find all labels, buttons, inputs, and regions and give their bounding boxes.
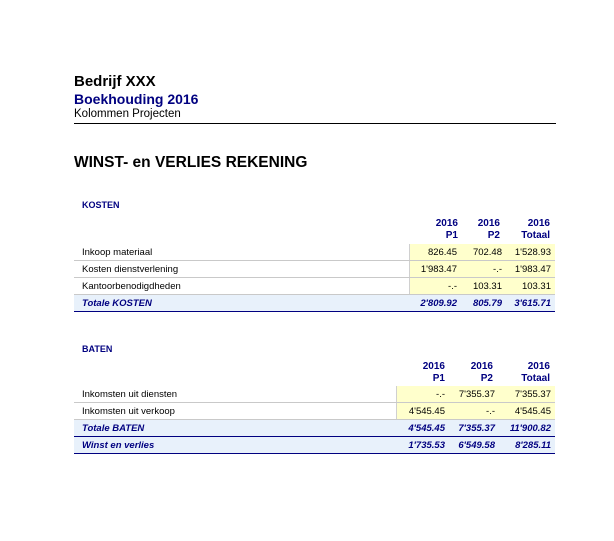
cell-p2: 103.31	[461, 278, 506, 295]
result-total: 8'285.11	[499, 437, 555, 454]
column-header-total	[500, 218, 550, 242]
total-row	[74, 420, 555, 437]
table-row	[74, 386, 555, 403]
total-label: Totale BATEN	[74, 420, 396, 437]
result-p2: 6'549.58	[449, 437, 499, 454]
total-total: 3'615.71	[506, 295, 555, 312]
column-year: 2016	[527, 361, 550, 372]
column-header-p1	[408, 361, 445, 385]
column-label: P1	[445, 230, 458, 241]
column-header-p1	[408, 218, 458, 242]
cell-p1: 1'983.47	[409, 261, 461, 278]
baten-table	[74, 386, 555, 454]
cell-p2: -.-	[461, 261, 506, 278]
cell-total: 1'528.93	[506, 244, 555, 261]
report-title: WINST- en VERLIES REKENING	[74, 154, 308, 171]
total-total: 11'900.82	[499, 420, 555, 437]
cell-p2: 7'355.37	[449, 386, 499, 403]
table-row	[74, 403, 555, 420]
column-year: 2016	[470, 361, 493, 372]
cell-p1: 826.45	[409, 244, 461, 261]
cell-p1: -.-	[396, 386, 449, 403]
result-row	[74, 437, 555, 454]
total-p1: 4'545.45	[396, 420, 449, 437]
table-row	[74, 278, 555, 295]
company-name: Bedrijf XXX	[74, 73, 156, 90]
column-header-p2	[458, 218, 500, 242]
cell-p1: -.-	[409, 278, 461, 295]
column-year: 2016	[477, 218, 500, 229]
row-label: Inkomsten uit diensten	[74, 386, 396, 403]
total-p1: 2'809.92	[409, 295, 461, 312]
column-year: 2016	[435, 218, 458, 229]
cell-total: 103.31	[506, 278, 555, 295]
column-label: P1	[432, 373, 445, 384]
total-label: Totale KOSTEN	[74, 295, 409, 312]
column-header-total	[493, 361, 550, 385]
cell-p2: 702.48	[461, 244, 506, 261]
row-label: Kantoorbenodigdheden	[74, 278, 409, 295]
table-row	[74, 244, 555, 261]
cell-p2: -.-	[449, 403, 499, 420]
result-p1: 1'735.53	[396, 437, 449, 454]
row-label: Kosten dienstverlening	[74, 261, 409, 278]
book-title: Boekhouding 2016	[74, 91, 199, 107]
column-label: Totaal	[521, 230, 550, 241]
table-row	[74, 261, 555, 278]
row-label: Inkoop materiaal	[74, 244, 409, 261]
total-row	[74, 295, 555, 312]
total-p2: 805.79	[461, 295, 506, 312]
kosten-table	[74, 244, 555, 312]
header-divider	[74, 123, 556, 124]
cell-p1: 4'545.45	[396, 403, 449, 420]
section-title-baten: BATEN	[82, 344, 113, 354]
total-p2: 7'355.37	[449, 420, 499, 437]
result-label: Winst en verlies	[74, 437, 396, 454]
cell-total: 7'355.37	[499, 386, 555, 403]
column-label: P2	[480, 373, 493, 384]
column-label: Totaal	[521, 373, 550, 384]
subtitle: Kolommen Projecten	[74, 108, 181, 120]
row-label: Inkomsten uit verkoop	[74, 403, 396, 420]
column-year: 2016	[527, 218, 550, 229]
cell-total: 4'545.45	[499, 403, 555, 420]
column-label: P2	[487, 230, 500, 241]
section-title-kosten: KOSTEN	[82, 200, 120, 210]
cell-total: 1'983.47	[506, 261, 555, 278]
column-header-p2	[445, 361, 493, 385]
column-year: 2016	[422, 361, 445, 372]
